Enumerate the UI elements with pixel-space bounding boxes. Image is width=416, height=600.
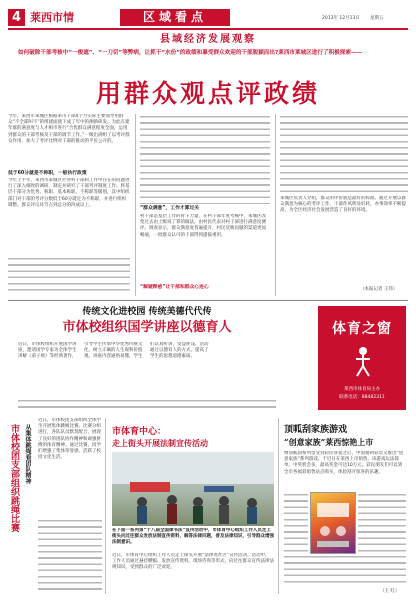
- photo-story-headline: 市体育中心：: [112, 427, 167, 437]
- lottery-ticket-image: [310, 492, 356, 554]
- section-name: 莱西市情: [30, 11, 74, 24]
- masthead-rule: [8, 28, 408, 30]
- photo-story-subheadline: 走上街头开展法制宣传活动: [112, 438, 208, 448]
- text-lines-feature: [18, 398, 276, 412]
- sports-box-sub: 莱西市体育局主办: [344, 387, 380, 392]
- top-story-headline: 用群众观点评政绩: [95, 79, 320, 108]
- text-lines-left: [8, 256, 130, 294]
- top-story-kicker: 县域经济发展观察: [160, 34, 256, 45]
- section-heading: 区域看点: [142, 10, 207, 24]
- text-lines-game-right: [358, 492, 406, 552]
- subhead-right: “解疑释惑”让干部和群众心连心: [140, 285, 209, 290]
- sports-box: [318, 306, 406, 410]
- vertical-story-body: 近日，市体校团支部组织全体学生开展集体跳绳比赛。比赛分组进行，各队队员默契配合，展现了良好的团队协作精神和顽强拼搏的体育精神。通过比赛，同学们增强了集体荣誉感，活跃了校园文化生活。: [38, 418, 101, 461]
- photo-caption: 在下面一系列第“十八届全国律书法”宣传活动中，市体育中心组织工作人员走上街头向过往群众发放法制宣传资料，解答法律问题，普及法律知识，引导群众增强法制意识。: [112, 528, 274, 546]
- game-story-byline: （王 红）: [380, 589, 400, 594]
- issue-info: 2013年 12月13日: [322, 16, 360, 21]
- top-story-byline: （本报记者 王伟）: [360, 287, 398, 292]
- section-divider: [8, 300, 408, 301]
- feature-kicker: 传统文化进校园 传统美德代代传: [82, 307, 212, 317]
- game-story-intro: 继顶呱刮系列票受到彩民喜爱之后，中国福利彩票又推出“创意家族”系列游戏，于近日在莱西上市销售。该游戏玩法简单，中奖机会多，最高奖金可达10万元。彩民朋友们可以到全市各福彩销售站点购买，体验刮开惊喜的乐趣。: [284, 451, 404, 475]
- sports-figure-icon: [352, 346, 374, 378]
- top-story-intro: 今年，莱西市莱城区根据莱市干部4个月实际主要领导用群众“不全部叫不”的组建面使下成了年中的测新研发，为此在建年群的满意度与人才相市进行“合优群众满意程度全面，运用到群众的干部考核及干部的调节工作。”一级出满组了以考评群众作用，加大了考评比例对干部的推动的平民公开的。: [8, 114, 130, 144]
- subhead-left: 低于60分就是不称职，一般执行政策: [8, 171, 87, 176]
- top-story-deck: 如何破除干部考核中“一俊遮”、“一刀切”等弊病，让抓干“水份”的政绩和暴受群众欢迎的干部脱颖而出?莱西市莱城区进行了积极探索——: [18, 50, 363, 56]
- column-divider: [278, 418, 279, 594]
- feature-body: 近日，市体校组织开展国学讲座，邀请国学专家为全体学生讲解《弟子规》等经典著作，引导学生传承中华优秀传统文化，树立正确的人生观和价值观。讲座内容通俗易懂，学生们认真听讲，受益匪浅。活动通过以德育人的方式，提高了学生的思想道德素质。: [18, 342, 209, 360]
- sports-box-title: 体育之窗: [332, 321, 392, 337]
- game-story-subheadline: “创意家族”莱西惊艳上市: [284, 437, 374, 447]
- text-lines-vertical: [38, 518, 102, 594]
- subhead-mid: “群众满意”，工作才算过关: [140, 206, 200, 211]
- news-photo: [112, 452, 274, 526]
- page-number-badge: 4: [8, 9, 25, 26]
- column-divider: [275, 114, 276, 296]
- issue-tag: 星期五: [370, 16, 384, 21]
- sports-box-address: 联系电话：88482311: [339, 395, 385, 400]
- top-story-column-right: 莱城区负责人介绍，群众的评价就是最好的标准。通过开展以群众满意为核心的考评工作，干部作风明显好转，办事效率不断提高，为全区经济社会发展营造了良好的环境。: [280, 196, 406, 214]
- column-divider: [135, 114, 136, 296]
- vertical-story-subhead: 从集体跳绳看团队精神: [24, 424, 31, 484]
- text-lines-mid-top: [140, 114, 270, 204]
- photo-story-body: 近日，市体育中心组织工作人员走上街头开展“法律进社区”宣传活动。活动中，工作人员通过悬挂横幅、发放宣传资料、现场咨询等形式，向过往群众宣传法律法规知识，受到群众的广泛欢迎。: [112, 553, 274, 571]
- top-story-column-mid: 村干部是基层工作的骨干力量，在村干部年度考核中，莱城区改变过去由上级说了算的做法，由村民代表对村干部进行满意度测评。调查显示，群众满意度普遍提升，村民反映问题的渠道更加畅通，一批群众认可的干部得到提拔重用。: [140, 214, 266, 238]
- vertical-story-headline: 市体校团支部组织跳绳比赛: [9, 424, 19, 532]
- feature-headline: 市体校组织国学讲座以德育人: [62, 320, 232, 335]
- text-lines-game-bottom: [284, 554, 406, 586]
- column-divider: [105, 418, 106, 594]
- game-story-headline: 顶呱刮家族游戏: [284, 425, 348, 435]
- text-lines-game-left: [284, 492, 308, 552]
- text-lines-right-top: [280, 114, 408, 194]
- top-story-column-left: 今年上半年，莱西市莱城区针对村干部和工作中存在的问题进行了深入细致的调研，制定并研究了干部考评制度工作。将基层干部分为优秀、称职、基本称职、不称职等级别，其中组织部门对干部的考评分数低于60分就定为不称职，并进行组织调整。群众评议环节占到总分的四成以上。: [8, 178, 130, 208]
